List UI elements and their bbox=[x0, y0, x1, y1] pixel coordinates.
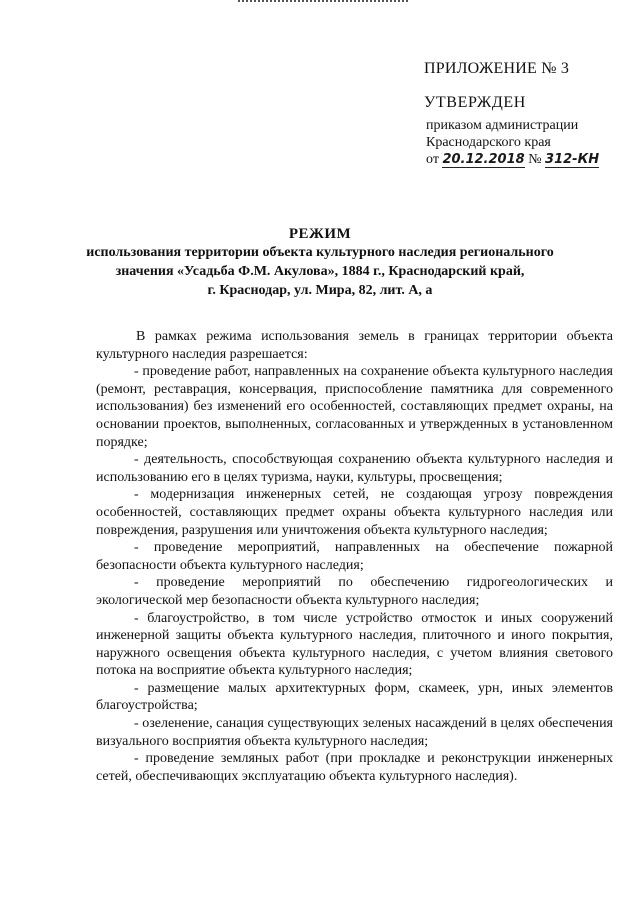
approved-label: УТВЕРЖДЕН bbox=[424, 94, 526, 111]
document-subtitle bbox=[80, 243, 560, 300]
order-line-1: приказом администрации bbox=[426, 118, 579, 133]
body-paragraph: - озеленение, санация существующих зеленых насаждений в целях обеспечения визуального восприятия объекта культурного наследия; bbox=[96, 716, 613, 749]
annex-label: ПРИЛОЖЕНИЕ № 3 bbox=[424, 60, 570, 77]
subtitle-line-3: г. Краснодар, ул. Мира, 82, лит. А, а bbox=[207, 283, 433, 298]
order-block bbox=[426, 117, 599, 168]
subtitle-line-2: значения «Усадьба Ф.М. Акулова», 1884 г., Краснодарский край, bbox=[115, 264, 525, 279]
body-paragraph: - модернизация инженерных сетей, не создающая угрозу повреждения особенностей, составляющих предмет охраны объекта культурного наследия или повреждения, разрушения или уничтожения объекта культурного наследия; bbox=[96, 487, 613, 538]
body-paragraph: - проведение мероприятий, направленных на обеспечение пожарной безопасности объекта культурного наследия; bbox=[96, 540, 613, 573]
body-paragraph: - благоустройство, в том числе устройство отмосток и иных сооружений инженерной защиты объекта культурного наследия, плиточного и иного покрытия, наружного освещения объекта культурного наследия, с учетом влияния светового потока на восприятие объекта культурного наследия; bbox=[96, 610, 613, 679]
body-paragraph: - проведение работ, направленных на сохранение объекта культурного наследия (ремонт, реставрация, консервация, приспособление памятника для современного использования) без изменений его особенностей, составляющих предмет охраны, на основании проектов, выполненных, согласованных и утвержденных в установленном порядке; bbox=[96, 364, 613, 450]
date-prefix: от bbox=[426, 152, 439, 167]
order-date-line bbox=[426, 151, 599, 168]
handwritten-date: 20.12.2018 bbox=[442, 152, 525, 167]
document-body bbox=[96, 328, 613, 785]
body-paragraph: - деятельность, способствующая сохранению объекта культурного наследия и использованию его в целях туризма, науки, культуры, просвещения; bbox=[96, 452, 613, 485]
subtitle-line-1: использования территории объекта культурного наследия регионального bbox=[86, 245, 554, 260]
body-paragraph: В рамках режима использования земель в границах территории объекта культурного наследия разрешается: bbox=[96, 329, 613, 362]
handwritten-number: 312-КН bbox=[545, 152, 600, 167]
order-line-2: Краснодарского края bbox=[426, 135, 551, 150]
body-paragraph: - размещение малых архитектурных форм, скамеек, урн, иных элементов благоустройства; bbox=[96, 680, 613, 714]
scan-edge-mark bbox=[238, 0, 408, 5]
body-paragraph: - проведение мероприятий по обеспечению гидрогеологических и экологической мер безопасности объекта культурного наследия; bbox=[96, 575, 613, 608]
document-title: РЕЖИМ bbox=[288, 226, 352, 242]
number-prefix: № bbox=[528, 152, 542, 167]
body-paragraph: - проведение земляных работ (при прокладке и реконструкции инженерных сетей, обеспечивающих эксплуатацию объекта культурного наследия). bbox=[96, 751, 613, 784]
